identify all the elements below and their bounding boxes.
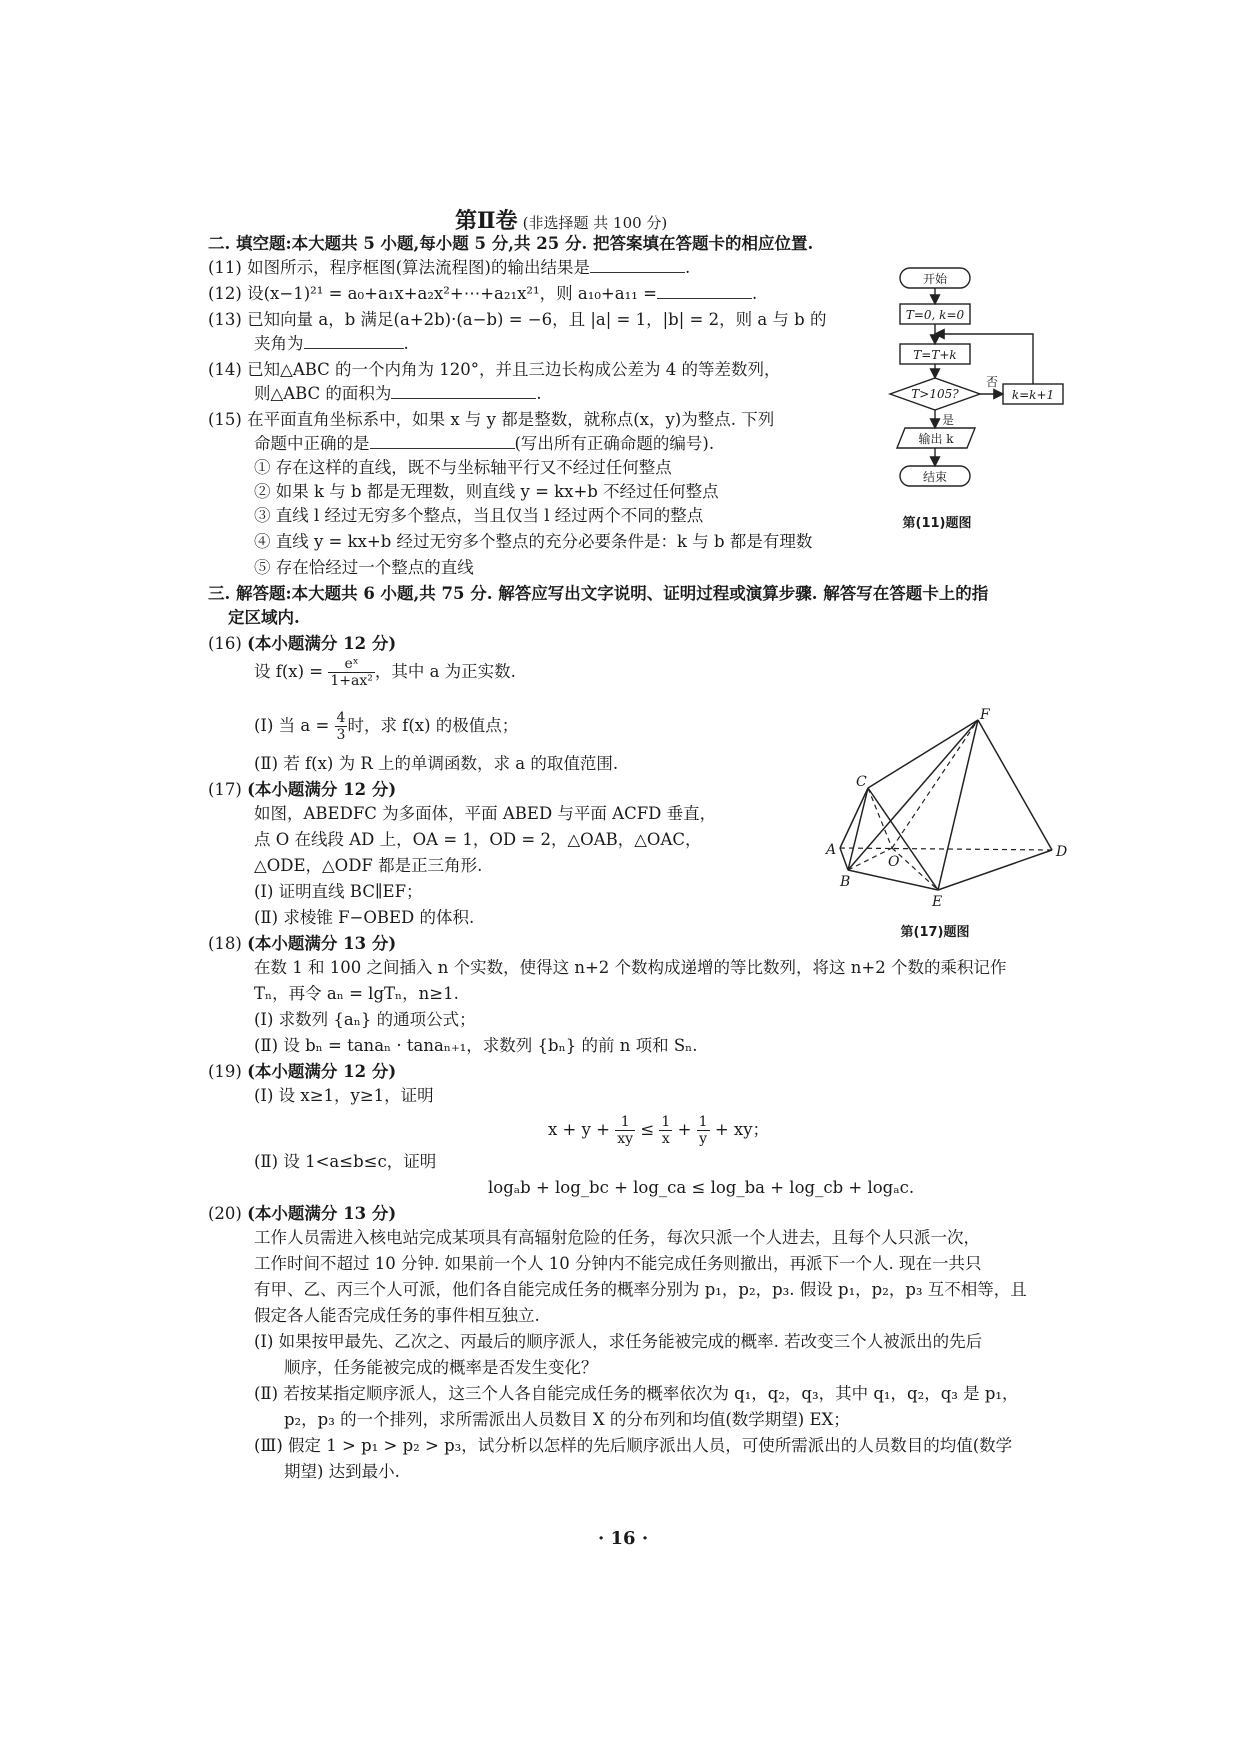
question-11 (208, 256, 690, 280)
answer-heading-cont: 定区域内. (228, 608, 300, 627)
math-text: + xy； (714, 1120, 770, 1139)
flow-increment-label: k=k+1 (1011, 388, 1055, 402)
q15-option: ① 存在这样的直线，既不与坐标轴平行又不经过任何整点 (254, 458, 672, 477)
vertex-A-label: A (826, 842, 837, 858)
q19-inequality-1 (548, 1114, 769, 1147)
page-number: · 16 · (598, 1528, 649, 1549)
flow-no-label: 否 (985, 375, 999, 389)
question-15 (208, 408, 774, 432)
math-text: 时，求 f(x) 的极值点； (347, 716, 519, 735)
vertex-F-label: F (980, 708, 990, 723)
q20-line: p₂，p₃ 的一个排列，求所需派出人员数目 X 的分布列和均值(数学期望) EX； (284, 1410, 850, 1429)
flow-condition-label: T>105? (911, 387, 959, 401)
q15-option: ⑤ 存在恰经过一个整点的直线 (254, 558, 474, 577)
question-17-header (208, 778, 396, 802)
question-number: (12) (208, 284, 242, 303)
question-text: 如图所示，程序框图(算法流程图)的输出结果是 (247, 258, 590, 277)
denominator: xy (617, 1131, 634, 1147)
q16-part1 (254, 710, 518, 743)
section-header (455, 204, 667, 235)
period: . (403, 334, 409, 353)
flow-end-label: 结束 (922, 470, 948, 484)
q18-line: (Ⅱ) 设 bₙ = tanaₙ · tanaₙ₊₁，求数列 {bₙ} 的前 n 项和 Sₙ. (254, 1036, 698, 1055)
answer-blank (304, 332, 404, 349)
question-score: (本小题满分 13 分) (247, 934, 397, 953)
numerator: 1 (615, 1114, 635, 1131)
q20-line: 顺序，任务能被完成的概率是否发生变化？ (284, 1358, 598, 1377)
numerator: eˣ (328, 656, 375, 673)
q20-line: 工作人员需进入核电站完成某项具有高辐射危险的任务，每次只派一个人进去，且每个人只派一次， (254, 1228, 980, 1247)
question-text: 设(x−1)²¹ = a₀+a₁x+a₂x²+⋯+a₂₁x²¹，则 a₁₀+a₁₁ = (247, 284, 657, 303)
section-title: 第Ⅱ卷 (455, 208, 518, 234)
q20-line: (Ⅲ) 假定 1 > p₁ > p₂ > p₃，试分析以怎样的先后顺序派出人员，可使所需派出的人员数目的均值(数学 (254, 1436, 1013, 1455)
math-text: x + y + (548, 1120, 611, 1139)
q16-part2: (Ⅱ) 若 f(x) 为 R 上的单调函数，求 a 的取值范围. (254, 754, 619, 773)
q15-option: ④ 直线 y = kx+b 经过无穷多个整点的充分必要条件是：k 与 b 都是有理数 (254, 532, 813, 551)
question-14-line2 (254, 382, 542, 406)
question-score: (本小题满分 13 分) (247, 1204, 397, 1223)
section-subtitle: (非选择题 共 100 分) (522, 214, 668, 232)
figure17-caption: 第(17)题图 (900, 925, 970, 940)
math-text: + (677, 1120, 692, 1139)
q17-line: (Ⅱ) 求棱锥 F−OBED 的体积. (254, 908, 475, 927)
q17-line: 点 O 在线段 AD 上，OA = 1，OD = 2，△OAB，△OAC， (254, 830, 702, 849)
question-12 (208, 282, 757, 306)
denominator: 1+ax² (330, 673, 373, 689)
vertex-C-label: C (856, 774, 867, 790)
question-18-header (208, 932, 396, 956)
question-15-line2 (254, 432, 714, 456)
numerator: 1 (698, 1114, 708, 1130)
period: . (536, 384, 542, 403)
question-14 (208, 358, 781, 382)
denominator: 3 (336, 727, 346, 743)
fraction (335, 710, 348, 743)
question-20-header (208, 1202, 396, 1226)
question-number: (18) (208, 934, 242, 953)
question-13-line2 (254, 332, 409, 356)
vertex-B-label: B (840, 874, 851, 890)
q15-option: ② 如果 k 与 b 都是无理数，则直线 y = kx+b 不经过任何整点 (254, 482, 719, 501)
q20-line: (Ⅱ) 若按某指定顺序派人，这三个人各自能完成任务的概率依次为 q₁，q₂，q₃，其中 q₁，q₂，q₃ 是 p₁， (254, 1384, 1019, 1403)
math-text: (Ⅰ) 当 a = (254, 716, 330, 735)
question-text: (写出所有正确命题的编号). (514, 434, 715, 453)
question-number: (15) (208, 410, 242, 429)
q20-line: 工作时间不超过 10 分钟. 如果前一个人 10 分钟内不能完成任务则撤出，再派下一个人. 现在一共只 (254, 1254, 982, 1273)
question-13 (208, 308, 826, 332)
question-number: (17) (208, 780, 242, 799)
period: . (685, 258, 691, 277)
q20-line: 有甲、乙、丙三个人可派，他们各自能完成任务的概率分别为 p₁，p₂，p₃. 假设 p₁，p₂，p₃ 互不相等，且 (254, 1280, 1027, 1299)
q15-option: ③ 直线 l 经过无穷多个整点，当且仅当 l 经过两个不同的整点 (254, 506, 704, 525)
flowchart-figure (870, 262, 1075, 542)
q19-part1: (Ⅰ) 设 x≥1，y≥1，证明 (254, 1086, 434, 1105)
q17-line: 如图，ABEDFC 为多面体，平面 ABED 与平面 ACFD 垂直， (254, 804, 717, 823)
question-text: 已知向量 a，b 满足(a+2b)·(a−b) = −6，且 |a| = 1，|b| = 2，则 a 与 b 的 (247, 310, 827, 329)
question-number: (20) (208, 1204, 242, 1223)
question-score: (本小题满分 12 分) (247, 780, 397, 799)
question-number: (16) (208, 634, 242, 653)
q17-line: △ODE，△ODF 都是正三角形. (254, 856, 483, 875)
q18-line: Tₙ，再令 aₙ = lgTₙ，n≥1. (254, 984, 459, 1003)
math-text: ≤ (640, 1120, 655, 1139)
question-text: 在平面直角坐标系中，如果 x 与 y 都是整数，就称点(x，y)为整点. 下列 (247, 410, 775, 429)
fraction (328, 656, 375, 689)
fraction (659, 1114, 672, 1147)
question-number: (13) (208, 310, 242, 329)
flow-init-label: T=0, k=0 (905, 308, 965, 322)
denominator: x (661, 1131, 670, 1147)
polyhedron-figure (820, 708, 1075, 948)
answer-heading: 三. 解答题:本大题共 6 小题,共 75 分. 解答应写出文字说明、证明过程或演算步骤. 解答写在答题卡上的指 (208, 584, 989, 603)
question-number: (11) (208, 258, 242, 277)
q19-part2: (Ⅱ) 设 1<a≤b≤c，证明 (254, 1152, 437, 1171)
question-score: (本小题满分 12 分) (247, 1062, 397, 1081)
math-text: ，其中 a 为正实数. (374, 662, 516, 681)
question-number: (19) (208, 1062, 242, 1081)
fill-heading: 二. 填空题:本大题共 5 小题,每小题 5 分,共 25 分. 把答案填在答题卡的相应位置. (208, 234, 814, 253)
q16-function (254, 656, 516, 689)
fraction (697, 1114, 710, 1147)
period: . (751, 284, 758, 303)
question-number: (14) (208, 360, 242, 379)
q18-line: 在数 1 和 100 之间插入 n 个实数，使得这 n+2 个数构成递增的等比数列，将这 n+2 个数的乘积记作 (254, 958, 1007, 977)
flow-start-label: 开始 (922, 272, 948, 286)
question-19-header (208, 1060, 396, 1084)
question-16-header (208, 632, 396, 656)
flow-output-label: 输出 k (918, 432, 954, 446)
math-text: 设 f(x) = (254, 662, 324, 681)
q20-line: 期望) 达到最小. (284, 1462, 400, 1481)
q19-inequality-2: logₐb + log_bc + log_ca ≤ log_ba + log_cb + logₐc. (488, 1178, 915, 1197)
question-text: 已知△ABC 的一个内角为 120°，并且三边长构成公差为 4 的等差数列， (247, 360, 781, 379)
question-text: 则△ABC 的面积为 (254, 384, 392, 403)
vertex-O-label: O (888, 854, 900, 870)
q17-line: (Ⅰ) 证明直线 BC∥EF； (254, 882, 423, 901)
question-score: (本小题满分 12 分) (247, 634, 397, 653)
q18-line: (Ⅰ) 求数列 {aₙ} 的通项公式； (254, 1010, 476, 1029)
answer-blank (370, 432, 515, 449)
question-text: 命题中正确的是 (254, 434, 370, 453)
answer-blank (657, 282, 752, 299)
numerator: 4 (336, 710, 346, 726)
denominator: y (699, 1131, 708, 1147)
answer-blank (590, 256, 685, 273)
answer-blank (391, 382, 536, 399)
flow-update-label: T=T+k (913, 348, 957, 362)
question-text: 夹角为 (254, 334, 304, 353)
q20-line: (Ⅰ) 如果按甲最先、乙次之、丙最后的顺序派人，求任务能被完成的概率. 若改变三个人被派出的先后 (254, 1332, 983, 1351)
q20-line: 假定各人能否完成任务的事件相互独立. (254, 1306, 540, 1325)
vertex-D-label: D (1056, 844, 1068, 860)
flow-yes-label: 是 (941, 413, 955, 427)
numerator: 1 (661, 1114, 671, 1130)
flowchart-caption: 第(11)题图 (902, 516, 972, 531)
vertex-E-label: E (932, 894, 943, 910)
fraction (615, 1114, 635, 1147)
